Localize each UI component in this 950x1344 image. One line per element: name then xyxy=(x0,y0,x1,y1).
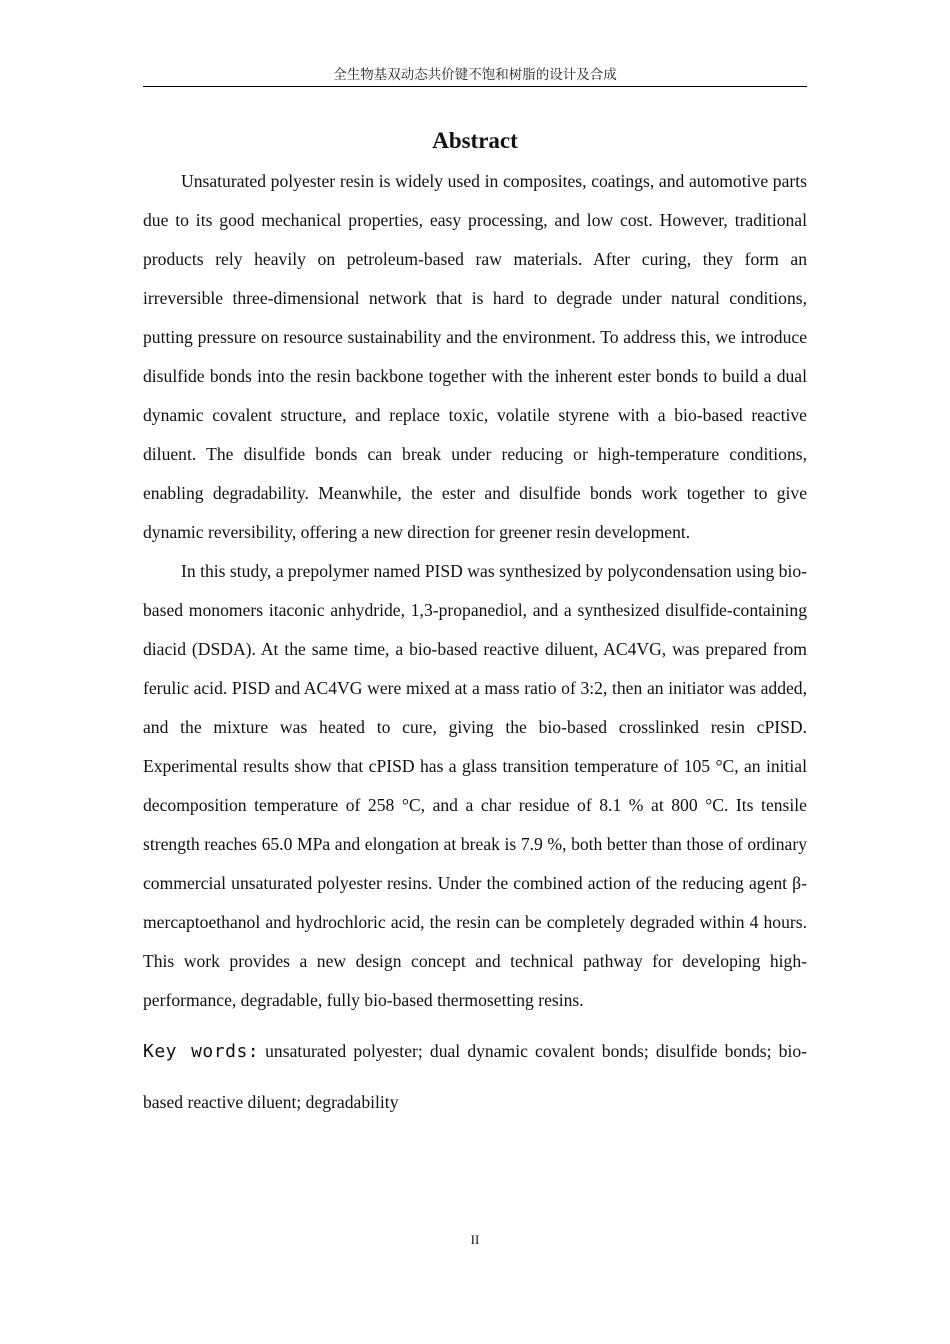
keywords-label: Key words: xyxy=(143,1041,260,1062)
page-number: II xyxy=(470,1232,480,1247)
abstract-paragraph-2: In this study, a prepolymer named PISD was synthesized by polycondensation using bio-based monomers itaconic anhydride, 1,3-propanediol, and a synthesized disulfide-containing diacid (DSDA). At the same time, a bio-based reactive diluent, AC4VG, was prepared from ferulic acid. PISD and AC4VG were mixed at a mass ratio of 3:2, then an initiator was added, and the mixture was heated to cure, giving the bio-based crosslinked resin cPISD. Experimental results show that cPISD has a glass transition temperature of 105 °C, an initial decomposition temperature of 258 °C, and a char residue of 8.1 % at 800 °C. Its tensile strength reaches 65.0 MPa and elongation at break is 7.9 %, both better than those of ordinary commercial unsaturated polyester resins. Under the combined action of the reducing agent β-mercaptoethanol and hydrochloric acid, the resin can be completely degraded within 4 hours. This work provides a new design concept and technical pathway for developing high-performance, degradable, fully bio-based thermosetting resins. xyxy=(143,561,807,1010)
abstract-body xyxy=(143,162,807,1127)
running-header: 全生物基双动态共价键不饱和树脂的设计及合成 xyxy=(333,67,617,83)
abstract-title: Abstract xyxy=(432,128,518,153)
header-rule xyxy=(143,86,807,87)
keywords-text: unsaturated polyester; dual dynamic covalent bonds; disulfide bonds; bio-based reactive diluent; degradability xyxy=(143,1041,807,1112)
keywords-line xyxy=(143,1026,807,1127)
abstract-paragraph-1: Unsaturated polyester resin is widely used in composites, coatings, and automotive parts due to its good mechanical properties, easy processing, and low cost. However, traditional products rely heavily on petroleum-based raw materials. After curing, they form an irreversible three-dimensional network that is hard to degrade under natural conditions, putting pressure on resource sustainability and the environment. To address this, we introduce disulfide bonds into the resin backbone together with the inherent ester bonds to build a dual dynamic covalent structure, and replace toxic, volatile styrene with a bio-based reactive diluent. The disulfide bonds can break under reducing or high-temperature conditions, enabling degradability. Meanwhile, the ester and disulfide bonds work together to give dynamic reversibility, offering a new direction for greener resin development. xyxy=(143,171,807,542)
